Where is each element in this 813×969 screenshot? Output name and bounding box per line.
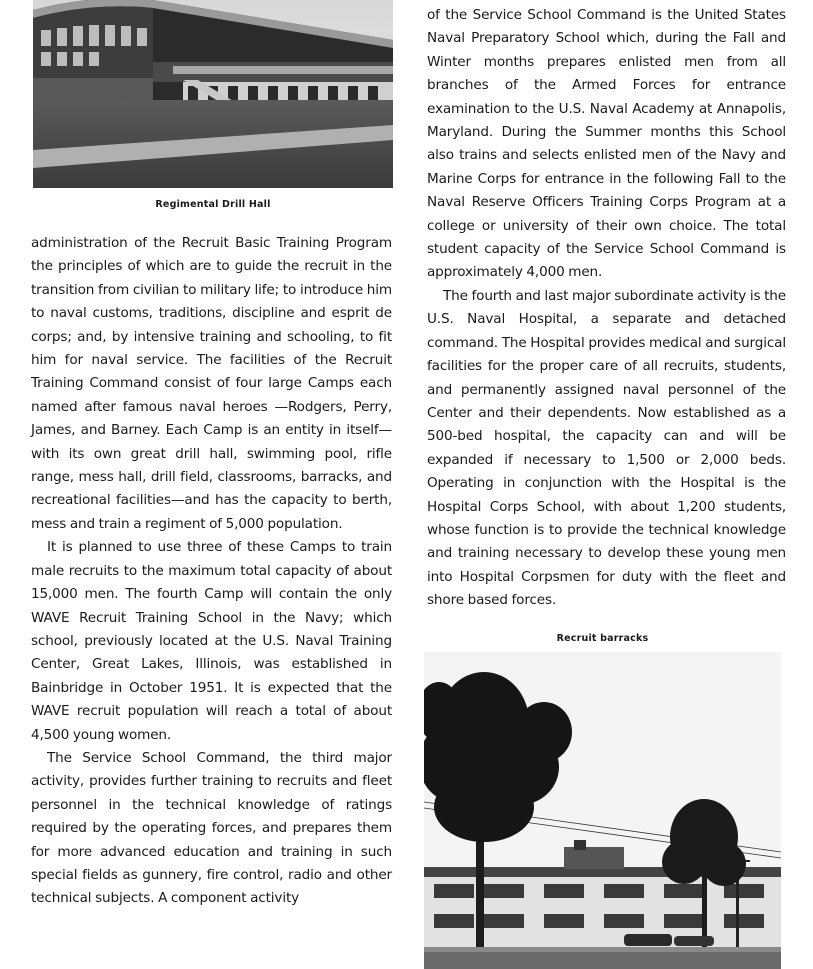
right-paragraph-1: of the Service School Command is the United States Naval Preparatory School which, during the Fall and Winter months prepares enlisted men from all branches of the Armed Forces for entrance examination to the U.S. Naval Academy at Annapolis, Maryland. During the Summer months this School also trains and selects enlisted men of the Navy and Marine Corps for entrance in the following Fall to the Naval Reserve Officers Training Corps Program at a college or university of their own choice. The total student capacity of the Service School Command is approximately 4,000 men. — [427, 7, 786, 281]
barracks-caption: Recruit barracks — [556, 633, 649, 644]
recruit-barracks-photo — [424, 652, 781, 969]
drill-hall-caption: Regimental Drill Hall — [155, 199, 271, 210]
left-paragraph-2: It is planned to use three of these Camps to train male recruits to the maximum total capacity of about 15,000 men. The fourth Camp will contain the only WAVE Recruit Training School in the Navy; which school, previously located at the U.S. Naval Training Center, Great Lakes, Illinois, was established in Bainbridge in October 1951. It is expected that the WAVE recruit population will reach a total of about 4,500 young women. — [31, 539, 392, 743]
right-column — [427, 4, 786, 613]
left-paragraph-1: administration of the Recruit Basic Training Program the principles of which are to guide the recruit in the transition from civilian to military life; to introduce him to naval customs, traditions, discipline and esprit de corps; and, by intensive training and schooling, to fit him for naval service. The facilities of the Recruit Training Command consist of four large Camps each named after famous naval heroes —Rodgers, Perry, James, and Barney. Each Camp is an entity in itself—with its own great drill hall, swimming pool, rifle range, mess hall, drill field, classrooms, barracks, and recreational facilities—and has the capacity to berth, mess and train a regiment of 5,000 population. — [31, 235, 392, 532]
drill-hall-photo — [33, 0, 393, 188]
left-column — [31, 232, 392, 911]
right-paragraph-2: The fourth and last major subordinate activity is the U.S. Naval Hospital, a separate and detached command. The Hospital provides medical and surgical facilities for the proper care of all recruits, students, and permanently assigned naval personnel of the Center and their dependents. Now established as a 500-bed hospital, the capacity can and will be expanded if necessary to 1,500 or 2,000 beds. Operating in conjunction with the Hospital is the Hospital Corps School, with about 1,200 students, whose function is to provide the technical knowledge and training necessary to develop these young men into Hospital Corpsmen for duty with the fleet and shore based forces. — [427, 287, 786, 609]
left-paragraph-3: The Service School Command, the third major activity, provides further training to recruits and fleet personnel in the technical knowledge of ratings required by the operating forces, and prepares them for more advanced education and training in such special fields as gunnery, fire control, radio and other technical subjects. A component activity — [31, 749, 392, 907]
